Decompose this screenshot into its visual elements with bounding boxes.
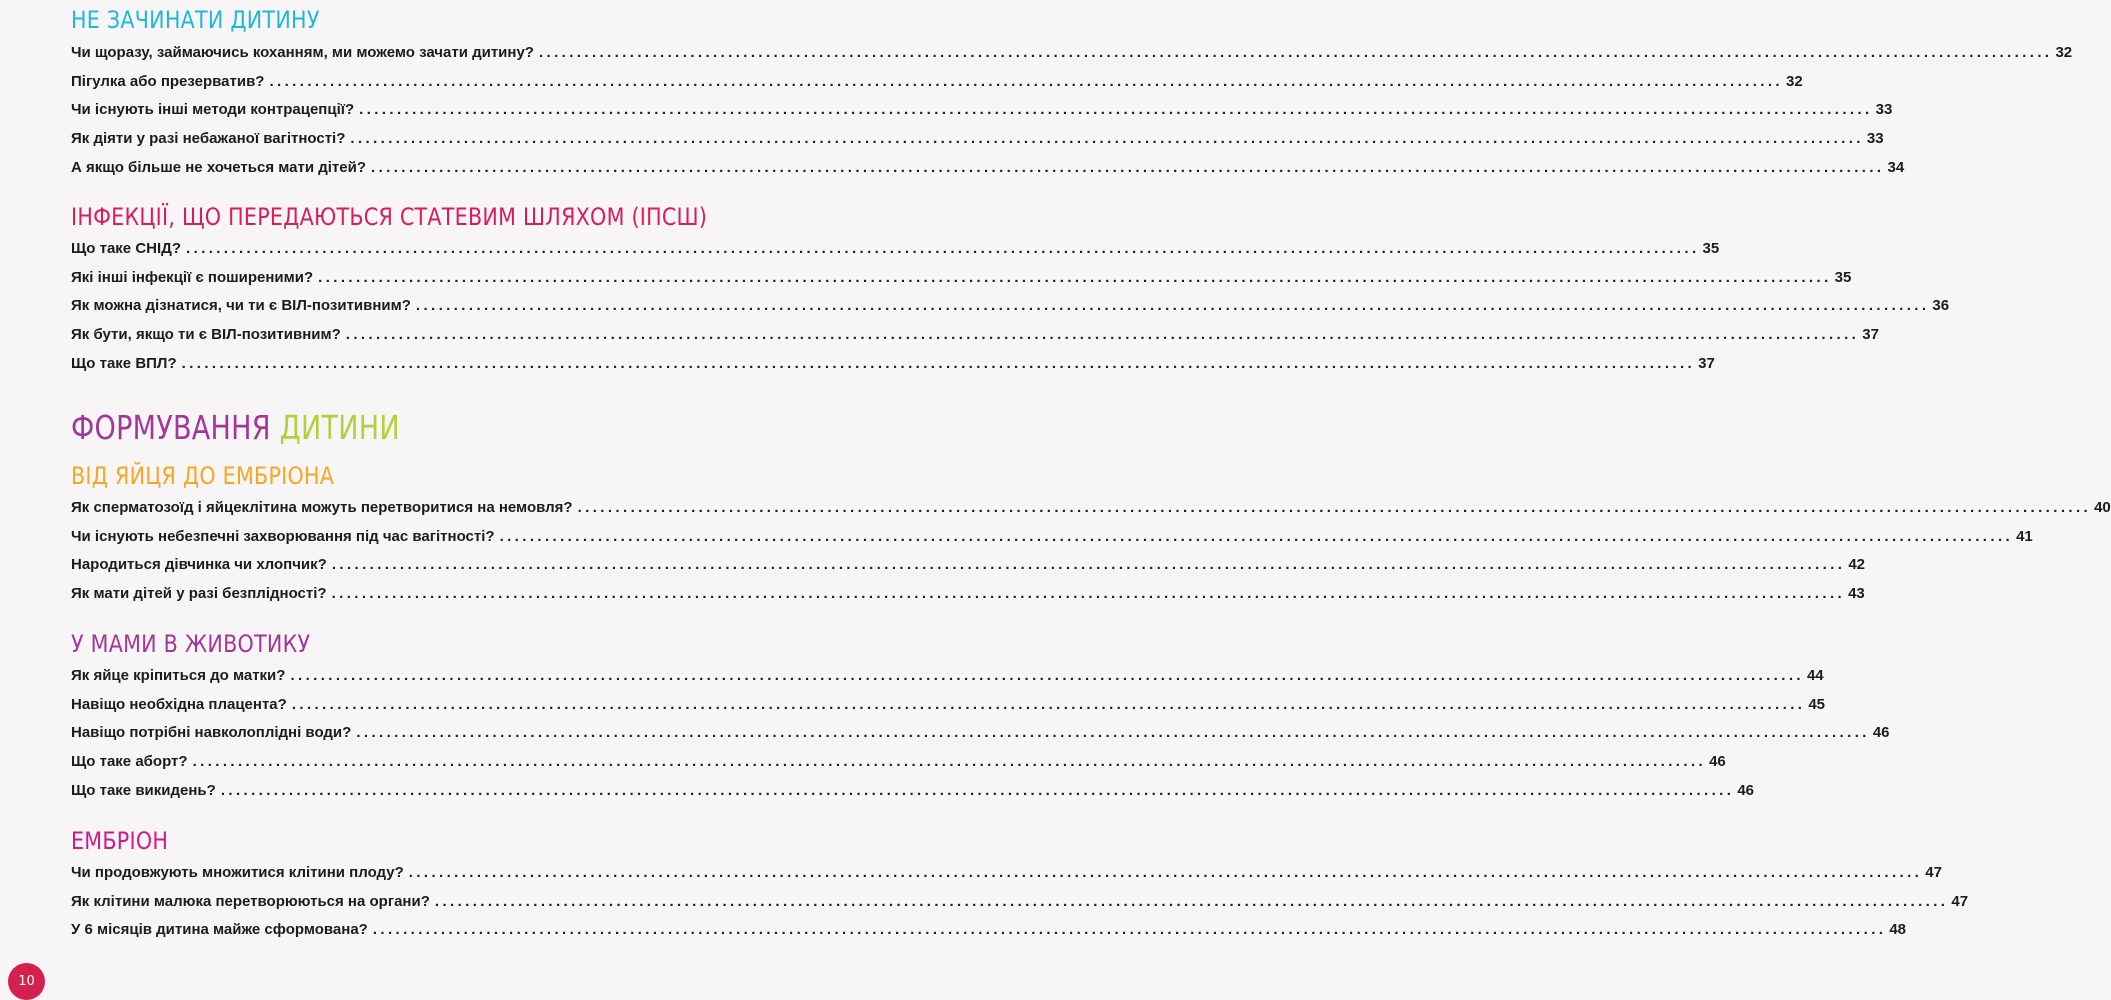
toc-entry-page-number: 37 [1698,354,1715,372]
toc-entry[interactable] [71,99,1893,121]
toc-entry-page-number: 33 [1875,101,1893,119]
toc-dot-leader: ........................................................................................................................................................................................................ [345,326,1860,344]
toc-entry[interactable] [71,526,2033,548]
chapter-title-word-2: ДИТИНИ [279,408,400,447]
toc-dot-leader: ........................................................................................................................................................................................................ [434,892,1949,910]
toc-entry-page-number: 32 [1785,72,1803,90]
toc-entry-title: Чи існують інші методи контрацепції? [71,101,355,119]
toc-entry-page-number: 36 [1932,297,1950,315]
toc-entry[interactable] [71,919,1907,941]
toc-dot-leader: ........................................................................................................................................................................................................ [350,130,1864,148]
toc-dot-leader: ........................................................................................................................................................................................................ [331,585,1846,603]
toc-dot-leader: ........................................................................................................................................................................................................ [181,354,1696,372]
toc-dot-leader: ........................................................................................................................................................................................................ [415,297,1930,315]
toc-entry-title: Чи продовжують множитися клітини плоду? [71,864,404,881]
toc-entry-page-number: 34 [1887,158,1905,176]
section-title-in-mom-belly: У МАМИ В ЖИВОТИКУ [71,630,311,658]
toc-entry-page-number: 32 [2055,44,2073,61]
toc-entry[interactable] [71,295,1950,317]
toc-dot-leader: ........................................................................................................................................................................................................ [371,158,1885,176]
toc-dot-leader: ........................................................................................................................................................................................................ [499,527,2014,545]
toc-entry[interactable] [71,665,1824,687]
toc-entry-title: А якщо більше не хочеться мати дітей? [71,158,366,176]
toc-entry[interactable] [71,780,1754,802]
toc-entry[interactable] [71,157,1905,179]
toc-entry-title: Навіщо необхідна плацента? [71,695,287,713]
section-title-no-child: НЕ ЗАЧИНАТИ ДИТИНУ [71,6,320,34]
section-title-stis: ІНФЕКЦІЇ, ЩО ПЕРЕДАЮТЬСЯ СТАТЕВИМ ШЛЯХОМ (ІПСШ) [71,203,708,231]
toc-entry[interactable] [71,862,1942,884]
toc-dot-leader: ........................................................................................................................................................................................................ [331,556,1846,574]
toc-entry[interactable] [71,497,2111,519]
toc-entry[interactable] [71,583,1865,605]
toc-entry-page-number: 42 [1848,556,1866,574]
toc-entry-title: Як яйце кріпиться до матки? [71,667,286,684]
toc-entry-page-number: 45 [1808,695,1826,713]
toc-entry-page-number: 41 [2016,527,2033,545]
toc-dot-leader: ........................................................................................................................................................................................................ [577,499,2092,516]
toc-entry[interactable] [71,694,1826,716]
toc-entry-title: Народиться дівчинка чи хлопчик? [71,556,327,574]
toc-entry-page-number: 35 [1702,240,1720,257]
chapter-title-word-1: ФОРМУВАННЯ [71,408,271,447]
toc-entry-title: Як мати дітей у разі безплідності? [71,585,327,603]
toc-dot-leader: ........................................................................................................................................................................................................ [359,101,1873,119]
toc-entry[interactable] [71,267,1852,289]
toc-entry-page-number: 47 [1951,892,1969,910]
toc-entry-title: Як клітини малюка перетворюються на органи? [71,892,430,910]
toc-dot-leader: ........................................................................................................................................................................................................ [538,44,2053,61]
toc-entry-page-number: 40 [2094,499,2111,516]
toc-entry[interactable] [71,42,2073,64]
toc-dot-leader: ........................................................................................................................................................................................................ [356,724,1870,742]
toc-entry-title: Чи існують небезпечні захворювання під час вагітності? [71,527,495,545]
toc-entry-title: Що таке ВПЛ? [71,354,177,372]
toc-dot-leader: ........................................................................................................................................................................................................ [290,667,1804,684]
toc-entry-page-number: 47 [1925,864,1942,881]
toc-entry-page-number: 44 [1806,667,1824,684]
toc-dot-leader: ........................................................................................................................................................................................................ [269,72,1783,90]
toc-entry-title: Як сперматозоїд і яйцеклітина можуть перетворитися на немовля? [71,499,573,516]
toc-entry[interactable] [71,751,1726,773]
toc-entry-page-number: 33 [1866,130,1884,148]
toc-entry-title: Пігулка або презерватив? [71,72,265,90]
page-number-badge: 10 [8,963,45,1000]
section-title-egg-to-embryo: ВІД ЯЙЦЯ ДО ЕМБРІОНА [71,462,335,490]
toc-entry-page-number: 46 [1709,753,1726,771]
toc-entry-title: У 6 місяців дитина майже сформована? [71,921,368,939]
toc-entry[interactable] [71,238,1720,260]
toc-dot-leader: ........................................................................................................................................................................................................ [318,268,1832,286]
toc-entry[interactable] [71,71,1803,93]
toc-dot-leader: ........................................................................................................................................................................................................ [186,240,1700,257]
chapter-title [71,408,400,447]
toc-dot-leader: ........................................................................................................................................................................................................ [192,753,1707,771]
toc-entry[interactable] [71,554,1866,576]
toc-dot-leader: ........................................................................................................................................................................................................ [372,921,1887,939]
toc-entry[interactable] [71,324,1879,346]
toc-entry[interactable] [71,128,1884,150]
toc-entry-page-number: 46 [1872,724,1890,742]
toc-entry-page-number: 35 [1834,268,1852,286]
section-title-embryo: ЕМБРІОН [71,827,169,855]
toc-entry-title: Як діяти у разі небажаної вагітності? [71,130,346,148]
toc-dot-leader: ........................................................................................................................................................................................................ [291,695,1806,713]
toc-entry-title: Чи щоразу, займаючись коханням, ми можемо зачати дитину? [71,44,534,61]
toc-entry[interactable] [71,353,1715,375]
toc-entry-title: Що таке аборт? [71,753,188,771]
toc-entry-page-number: 37 [1862,326,1879,344]
toc-entry-page-number: 48 [1889,921,1907,939]
toc-entry-title: Навіщо потрібні навколоплідні води? [71,724,352,742]
toc-entry-title: Що таке викидень? [71,781,216,799]
toc-entry-title: Що таке СНІД? [71,240,182,257]
toc-entry-page-number: 46 [1737,781,1754,799]
toc-entry-title: Як бути, якщо ти є ВІЛ-позитивним? [71,326,341,344]
toc-entry-title: Які інші інфекції є поширеними? [71,268,314,286]
toc-entry-title: Як можна дізнатися, чи ти є ВІЛ-позитивним? [71,297,411,315]
toc-entry[interactable] [71,722,1890,744]
toc-entry-page-number: 43 [1848,585,1865,603]
toc-dot-leader: ........................................................................................................................................................................................................ [408,864,1923,881]
toc-entry[interactable] [71,891,1969,913]
toc-dot-leader: ........................................................................................................................................................................................................ [220,781,1735,799]
